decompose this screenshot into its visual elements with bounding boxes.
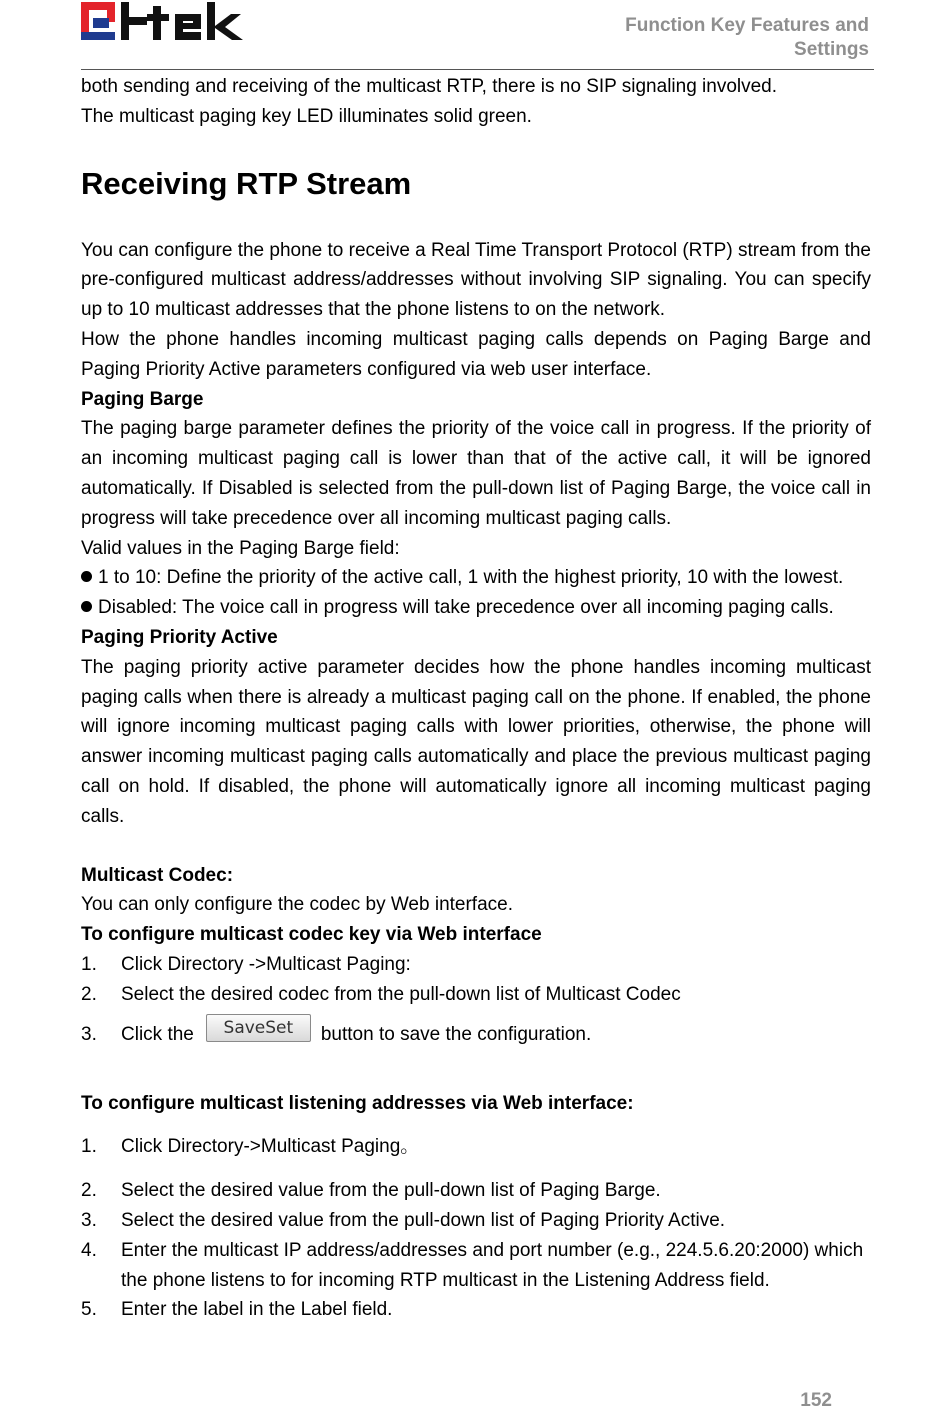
codec-step — [81, 950, 871, 980]
listening-step — [81, 1176, 871, 1206]
header-divider — [81, 69, 874, 70]
handling-paragraph: How the phone handles incoming multicast paging calls depends on Paging Barge and Paging Priority Active parameters configured via web user interface. — [81, 328, 871, 380]
logo-blue-block — [93, 18, 109, 28]
logo-k-stem — [207, 2, 215, 40]
header-title: Function Key Features and Settings — [625, 15, 869, 60]
bullet-text: Disabled: The voice call in progress will take precedence over all incoming paging calls. — [98, 597, 834, 619]
spacer — [81, 1118, 871, 1132]
step-text-after: button to save the configuration. — [320, 1023, 592, 1045]
multicast-codec-heading: Multicast Codec: — [81, 864, 234, 886]
logo-t-bar — [147, 14, 169, 21]
section-heading: Receiving RTP Stream — [81, 165, 412, 201]
spacer — [81, 1162, 871, 1176]
step-number: 3. — [81, 1023, 97, 1045]
bullet-icon — [81, 571, 92, 582]
page-number: 152 — [800, 1390, 832, 1411]
intro-paragraph: You can configure the phone to receive a Real Time Transport Protocol (RTP) stream from the pre-configured multicast address/addresses without involving SIP signaling. You can specify up to 10 multicast addresses that the phone listens to on the network. — [81, 239, 871, 321]
codec-step — [81, 980, 871, 1010]
codec-step — [81, 1010, 871, 1060]
intro-line-1: both sending and receiving of the multicast RTP, there is no SIP signaling involved. — [81, 76, 778, 97]
logo-h-bar — [121, 17, 147, 25]
paging-priority-paragraph: The paging priority active parameter decides how the phone handles incoming multicast paging calls when there is already a multicast paging call on the phone. If enabled, the phone will ignore incoming multicast paging calls with lower priorities, otherwise, the phone will answer incoming multicast paging calls automatically and place the previous multicast paging call on hold. If disabled, the phone will automatically ignore all incoming multicast paging calls. — [81, 656, 871, 827]
step-number: 2. — [81, 1180, 97, 1202]
intro-line-2: The multicast paging key LED illuminates solid green. — [81, 105, 532, 127]
listening-procedure-title: To configure multicast listening addresses via Web interface: — [81, 1092, 634, 1114]
step-text: Click Directory ->Multicast Paging: — [121, 953, 411, 975]
saveset-button[interactable]: SaveSet — [206, 1014, 311, 1042]
logo-blue-base — [81, 32, 115, 40]
bullet-text: 1 to 10: Define the priority of the active call, 1 with the highest priority, 10 with the lowest. — [98, 567, 844, 589]
bullet-icon — [81, 601, 92, 612]
listening-step — [81, 1295, 871, 1325]
logo-t-stem — [153, 6, 161, 40]
step-text-before: Click the — [121, 1023, 194, 1045]
step-text: Select the desired codec from the pull-down list of Multicast Codec — [121, 983, 681, 1005]
codec-procedure-title: To configure multicast codec key via Web interface — [81, 924, 542, 946]
bullet-item — [81, 593, 871, 623]
step-text: Enter the label in the Label field. — [121, 1299, 393, 1321]
logo-k-arms — [215, 14, 243, 40]
multicast-codec-text: You can only configure the codec by Web interface. — [81, 894, 513, 916]
bullet-item — [81, 563, 871, 593]
page-content — [81, 72, 871, 1325]
step-number: 4. — [81, 1239, 97, 1261]
listening-step — [81, 1206, 871, 1236]
step-number: 2. — [81, 983, 97, 1005]
step-text: Select the desired value from the pull-down list of Paging Barge. — [121, 1180, 661, 1202]
step-number: 1. — [81, 953, 97, 975]
step-number: 1. — [81, 1136, 97, 1158]
step-number: 5. — [81, 1299, 97, 1321]
paging-barge-heading: Paging Barge — [81, 388, 204, 410]
step-text: Enter the multicast IP address/addresses and port number (e.g., 224.5.6.20:2000) which the phone listens to for incoming RTP multicast in the Listening Address field. — [121, 1239, 864, 1291]
logo-e — [175, 14, 201, 40]
htek-logo — [81, 2, 253, 40]
step-text: Click Directory->Multicast Paging。 — [121, 1136, 420, 1158]
valid-values-label: Valid values in the Paging Barge field: — [81, 537, 400, 559]
spacer — [81, 1060, 871, 1089]
spacer — [81, 832, 871, 861]
step-text: Select the desired value from the pull-down list of Paging Priority Active. — [121, 1209, 726, 1231]
listening-step — [81, 1132, 871, 1162]
paging-priority-heading: Paging Priority Active — [81, 626, 278, 648]
listening-step — [81, 1236, 871, 1296]
paging-barge-paragraph: The paging barge parameter defines the priority of the voice call in progress. If the priority of an incoming multicast paging call is lower than that of the active call, it will be ignored automatically. If Disabled is selected from the pull-down list of Paging Barge, the voice call in progress will take precedence over all incoming multicast paging calls. — [81, 418, 871, 529]
step-number: 3. — [81, 1209, 97, 1231]
